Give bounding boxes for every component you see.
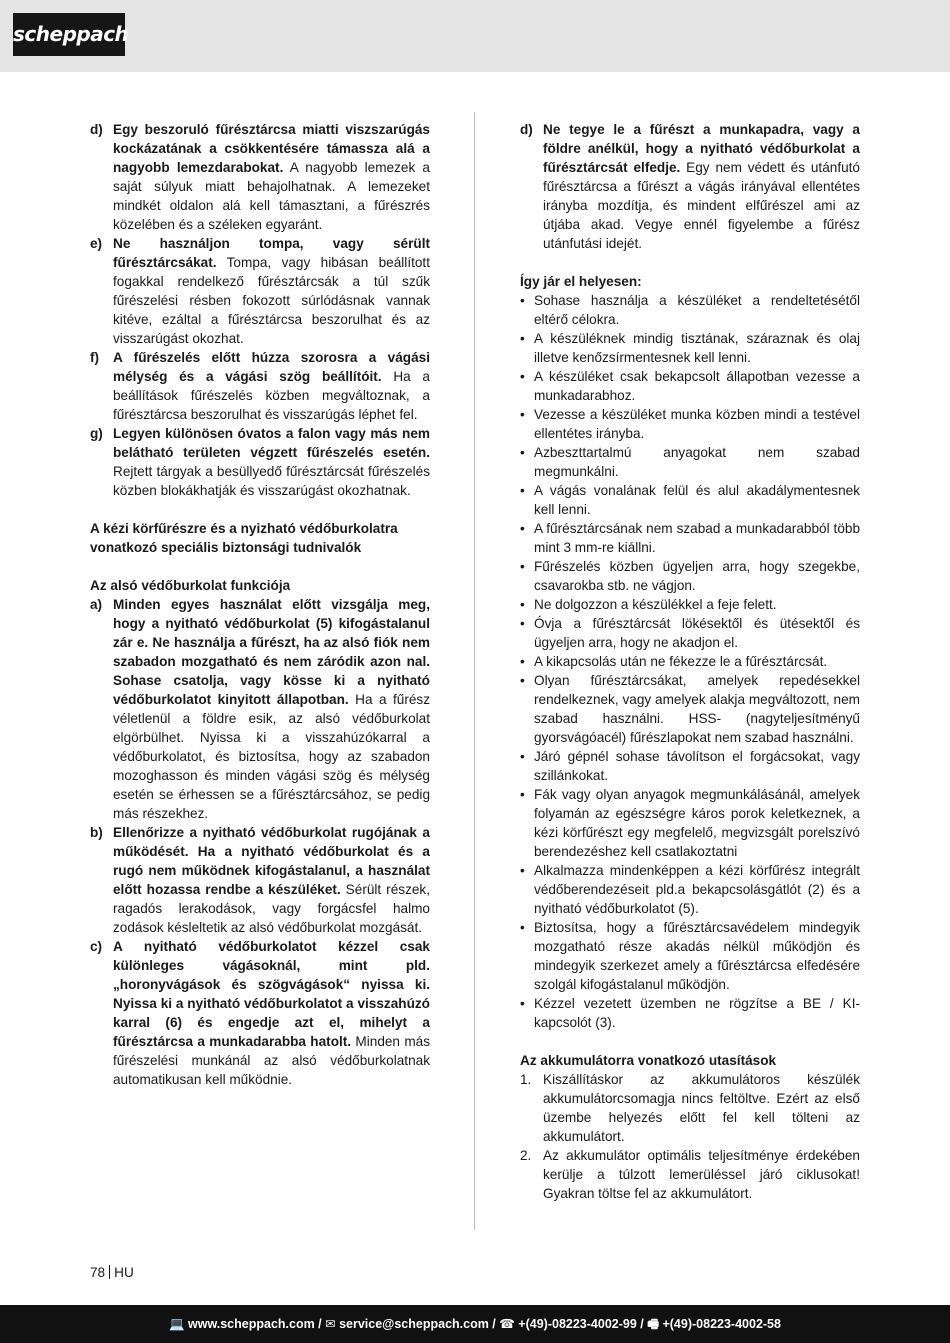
item-bold-text: Legyen különösen óvatos a falon vagy más nem belátható területen végzett fűrészelés esetén. bbox=[113, 426, 430, 460]
numbered-item bbox=[520, 1146, 860, 1203]
list-item bbox=[520, 443, 860, 481]
bullet-dot: • bbox=[520, 654, 525, 669]
item-marker: 1. bbox=[520, 1072, 532, 1087]
list-item bbox=[520, 557, 860, 595]
item-text: A nagyobb lemezek a saját súlyuk miatt behajolhatnak. A lemezeket mindkét oldalon alá kell támasztani, a fűrészrés közelében és a széleken egyaránt. bbox=[113, 160, 430, 232]
right-column bbox=[520, 120, 860, 1203]
list-item bbox=[520, 614, 860, 652]
item-marker: 2. bbox=[520, 1148, 532, 1163]
bullet-dot: • bbox=[520, 483, 525, 498]
item-text: Egy nem védett és utánfutó fűrésztárcsa a fűrészt a vágás irányával ellentétes irányba mozdítja, és mindent elfűrészel ami az útjába akad. Vegye ennél figyelembe a fűrész utánfutási idejét. bbox=[543, 160, 860, 251]
bullet-dot: • bbox=[520, 616, 525, 631]
bullet-dot: • bbox=[520, 996, 525, 1011]
list-item bbox=[520, 747, 860, 785]
safety-item bbox=[90, 823, 430, 937]
item-marker: a) bbox=[90, 597, 103, 612]
item-bold-text: Minden egyes használat előtt vizsgálja meg, hogy a nyitható védőburkolat (5) kifogástalanul zár e. Ne használja a fűrészt, ha az alsó fiók nem szabadon mozgatható és nem záródik azon nal. Sohase csatolja, vagy kösse ki a nyitható védőburkolatot kinyitott állapotban. bbox=[113, 597, 430, 707]
item-text: Tompa, vagy hibásan beállított fogakkal rendelkező fűrésztárcsák a túl szűk fűrészelési résben fokozott súrlódásnak vannak kitéve, ezáltal a fűrésztárcsa beszorulhat és az visszarúgást okozhat. bbox=[113, 255, 430, 346]
list-item-text: Sohase használja a készüléket a rendeltetésétől eltérő célokra. bbox=[534, 293, 860, 327]
list-item bbox=[520, 367, 860, 405]
bullet-dot: • bbox=[520, 673, 525, 688]
safety-item bbox=[90, 937, 430, 1089]
list-item bbox=[520, 652, 860, 671]
list-item bbox=[520, 785, 860, 861]
list-item bbox=[520, 918, 860, 994]
item-marker: d) bbox=[90, 122, 103, 137]
list-item-text: Fűrészelés közben ügyeljen arra, hogy szegekbe, csavarokba stb. ne vágjon. bbox=[534, 559, 860, 593]
item-text: Ha a beállítások fűrészelés közben megváltoznak, a fűrésztárcsa beszorulhat és visszarúgás léphet fel. bbox=[113, 369, 430, 422]
item-marker: d) bbox=[520, 122, 533, 137]
list-item-text: A vágás vonalának felül és alul akadálymentesnek kell lenni. bbox=[534, 483, 860, 517]
item-bold-text: Egy beszoruló fűrésztárcsa miatti viszszarúgás kockázatának a csökkentésére támassza alá a nagyobb lemezdarabokat. bbox=[113, 122, 430, 175]
page-number-separator bbox=[109, 1265, 110, 1279]
list-item bbox=[520, 861, 860, 918]
section-title-battery: Az akkumulátorra vonatkozó utasítások bbox=[520, 1053, 777, 1068]
section-title-correct-use: Így jár el helyesen: bbox=[520, 274, 642, 289]
item-text: Sérült részek, ragadós lerakodások, vagy forgácsfel halmo zodások késleltetik az alsó védőburkolat mozgását. bbox=[113, 882, 430, 935]
list-item bbox=[520, 994, 860, 1032]
bullet-dot: • bbox=[520, 293, 525, 308]
item-bold-text: A fűrészelés előtt húzza szorosra a vágási mélység és a vágási szög beállítóit. bbox=[113, 350, 430, 384]
section-title-special-safety: A kézi körfűrészre és a nyizható védőburkolatra vonatkozó speciális biztonsági tudnivalók bbox=[90, 521, 398, 555]
list-item-text: Ne dolgozzon a készülékkel a feje felett. bbox=[534, 597, 777, 612]
item-bold-text: Ne tegye le a fűrészt a munkapadra, vagy a földre anélkül, hogy a nyitható védőburkolat a fűrésztárcsát elfedje. bbox=[543, 122, 860, 175]
bullet-dot: • bbox=[520, 787, 525, 802]
footer-contact-text: 💻 www.scheppach.com / ✉ service@scheppach.com / ☎ +(49)-08223-4002-99 / 🖷 +(49)-08223-4002-58 bbox=[169, 1317, 781, 1331]
item-marker: b) bbox=[90, 825, 103, 840]
list-item-text: A fűrésztárcsának nem szabad a munkadarabból több mint 3 mm-re kiállni. bbox=[534, 521, 860, 555]
bullet-dot: • bbox=[520, 521, 525, 536]
item-marker: c) bbox=[90, 939, 103, 954]
item-text: Kiszállításkor az akkumulátoros készülék akkumulátorcsomagja nincs feltöltve. Ezért az első üzembe helyezés előtt fel kell tölteni az akkumulátort. bbox=[543, 1072, 860, 1144]
list-item-text: Vezesse a készüléket munka közben mindi a testével ellentétes irányba. bbox=[534, 407, 860, 441]
bullet-dot: • bbox=[520, 331, 525, 346]
page-header bbox=[0, 0, 950, 72]
item-bold-text: A nyitható védőburkolatot kézzel csak különleges vágásoknál, mint pld. „horonyvágások és szögvágások“ nyissa ki. Nyissa ki a nyitható védőburkolatot a visszahúzó karral (6) és engedje azt el, mihelyt a fűrésztárcsa a munkadarabba hatolt. bbox=[113, 939, 430, 1049]
item-text: Minden más fűrészelési munkánál az alsó védőburkolatnak automatikusan kell működnie. bbox=[113, 1034, 430, 1087]
list-item bbox=[520, 671, 860, 747]
list-item bbox=[520, 519, 860, 557]
list-item-text: Biztosítsa, hogy a fűrésztárcsavédelem mindegyik mozgatható része akadás nélkül működjön és mindegyik szerkezet amely a fűrésztárcsa elfedésére szolgál kifogástalanul működjön. bbox=[534, 920, 860, 992]
list-item-text: Kézzel vezetett üzemben ne rögzítse a BE / KI-kapcsolót (3). bbox=[534, 996, 860, 1030]
section-title-lower-guard: Az alsó védőburkolat funkciója bbox=[90, 578, 291, 593]
list-item-text: A készüléknek mindig tisztának, száraznak és olaj illetve kenőzsírmentesnek kell lenni. bbox=[534, 331, 860, 365]
list-item bbox=[520, 405, 860, 443]
list-item-text: A kikapcsolás után ne fékezze le a fűrésztárcsát. bbox=[534, 654, 828, 669]
list-item-text: Olyan fűrésztárcsákat, amelyek repedésekkel rendelkeznek, vagy amelyek alakja megváltozott, nem szabad használni. HSS- (nagyteljesítményű gyorsvágóacél) fűrészlapokat nem szabad használni. bbox=[534, 673, 860, 745]
bullet-dot: • bbox=[520, 407, 525, 422]
safety-item bbox=[90, 234, 430, 348]
item-bold-text: Ellenőrizze a nyitható védőburkolat rugójának a működését. Ha a nyitható védőburkolat és a rugó nem működnek kifogástalanul, a használat előtt hozassa rendbe a készüléket. bbox=[113, 825, 430, 897]
item-marker: e) bbox=[90, 236, 103, 251]
safety-item bbox=[90, 120, 430, 234]
item-marker: g) bbox=[90, 426, 103, 441]
item-text: Rejtett tárgyak a besüllyedő fűrésztárcsát fűrészelés közben blokákhatják és visszarúgást okozhatnak. bbox=[113, 464, 430, 498]
bullet-dot: • bbox=[520, 920, 525, 935]
list-item bbox=[520, 329, 860, 367]
safety-item bbox=[90, 424, 430, 500]
list-item bbox=[520, 291, 860, 329]
list-item-text: A készüléket csak bekapcsolt állapotban vezesse a munkadarabhoz. bbox=[534, 369, 860, 403]
item-marker: f) bbox=[90, 350, 100, 365]
bullet-dot: • bbox=[520, 597, 525, 612]
page-footer bbox=[0, 1305, 950, 1343]
numbered-item bbox=[520, 1070, 860, 1146]
item-text: Ha a fűrész véletlenül a földre esik, az alsó védőburkolat elgörbülhet. Nyissa ki a visszahúzókarral a védőburkolatot, és biztosítsa, hogy az szabadon mozoghasson és minden vágási szög és mélység esetén se érhessen se a fűrésztárcsához, se pedig más részekhez. bbox=[113, 692, 430, 821]
bullet-dot: • bbox=[520, 749, 525, 764]
bullet-dot: • bbox=[520, 369, 525, 384]
page-language: HU bbox=[114, 1265, 134, 1280]
list-item bbox=[520, 595, 860, 614]
list-item-text: Óvja a fűrésztárcsát lökésektől és ütésektől és ügyeljen arra, hogy ne akadjon el. bbox=[534, 616, 860, 650]
column-divider bbox=[474, 112, 475, 1230]
list-item-text: Fák vagy olyan anyagok megmunkálásánál, amelyek folyamán az egészségre káros porok keletkeznek, a kézi körfűrészt egy megfelelő, megvizsgált porelszívó berendezéshez kell csatlakoztatni bbox=[534, 787, 860, 859]
safety-item bbox=[90, 348, 430, 424]
left-column bbox=[90, 120, 430, 1089]
safety-item-d-right bbox=[520, 120, 860, 253]
item-bold-text: Ne használjon tompa, vagy sérült fűrésztárcsákat. bbox=[113, 236, 430, 270]
list-item-text: Azbeszttartalmú anyagokat nem szabad megmunkálni. bbox=[534, 445, 860, 479]
item-text: Az akkumulátor optimális teljesítménye érdekében kerülje a túlzott lemerüléssel járó ciklusokat! Gyakran töltse fel az akkumulátort. bbox=[543, 1148, 860, 1201]
safety-item bbox=[90, 595, 430, 823]
list-item-text: Járó gépnél sohase távolítson el forgácsokat, vagy szillánkokat. bbox=[534, 749, 860, 783]
bullet-dot: • bbox=[520, 445, 525, 460]
page-number bbox=[90, 1265, 134, 1280]
page-number-value: 78 bbox=[90, 1265, 106, 1280]
list-item bbox=[520, 481, 860, 519]
bullet-dot: • bbox=[520, 863, 525, 878]
bullet-dot: • bbox=[520, 559, 525, 574]
scheppach-logo: scheppach bbox=[13, 13, 125, 56]
list-item-text: Alkalmazza mindenképpen a kézi körfűrész integrált védőberendezéseit pld.a bekapcsolásgátlót (2) és a nyitható védőburkolatot (5). bbox=[534, 863, 860, 916]
